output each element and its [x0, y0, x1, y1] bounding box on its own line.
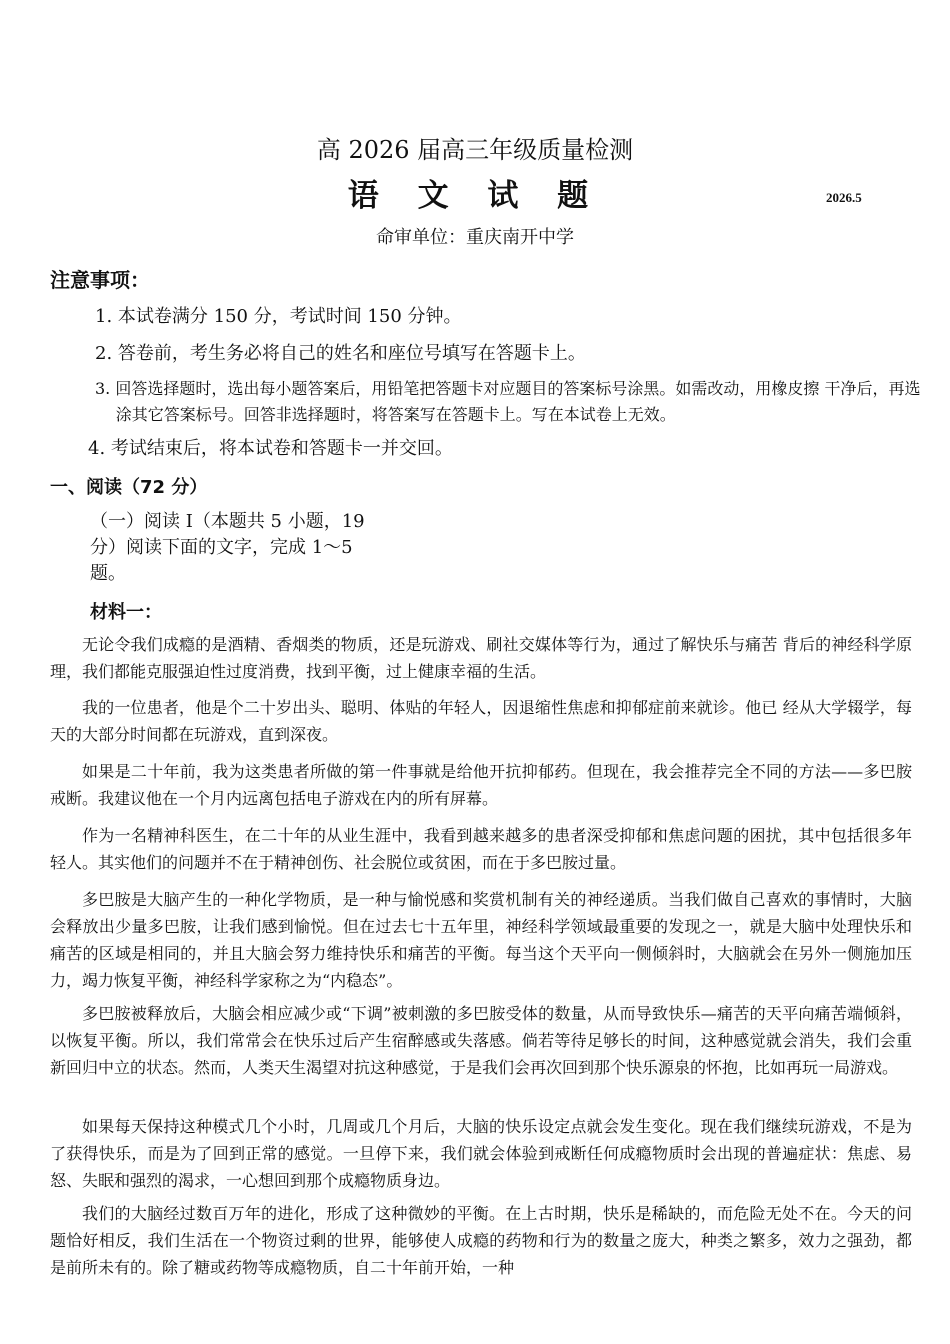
- exam-date: 2026.5: [826, 190, 862, 205]
- notice-item-2: 2. 答卷前，考生务必将自己的姓名和座位号填写在答题卡上。: [95, 343, 586, 364]
- exam-title: 高 2026 届高三年级质量检测: [316, 136, 634, 164]
- notice-heading: 注意事项：: [50, 268, 150, 292]
- notice-item-4: 4. 考试结束后，将本试卷和答题卡一并交回。: [88, 438, 453, 459]
- material-heading: 材料一：: [90, 602, 162, 623]
- setter-unit: 命审单位：重庆南开中学: [376, 227, 574, 248]
- paragraph-3: 如果是二十年前，我为这类患者所做的第一件事就是给他开抗抑郁药。但现在，我会推荐完全不同的方法——多巴胺戒断。我建议他在一个月内远离包括电子游戏在内的所有屏幕。: [50, 762, 912, 808]
- notice-item-1: 1. 本试卷满分 150 分，考试时间 150 分钟。: [95, 306, 462, 327]
- subsection-heading: （一）阅读 I（本题共 5 小题，19 分）阅读下面的文字，完成 1～5 题。: [90, 511, 365, 584]
- paragraph-6: 多巴胺被释放后，大脑会相应减少或“下调”被刺激的多巴胺受体的数量，从而导致快乐—痛苦的天平向痛苦端倾斜，以恢复平衡。所以，我们常常会在快乐过后产生宿醉感或失落感。倘若等待足够长的时间，这种感觉就会消失，我们会重新回归中立的状态。然而，人类天生渴望对抗这种感觉，于是我们会再次回到那个快乐源泉的怀抱，比如再玩一局游戏。: [50, 1004, 912, 1077]
- paragraph-5: 多巴胺是大脑产生的一种化学物质，是一种与愉悦感和奖赏机制有关的神经递质。当我们做自己喜欢的事情时，大脑会释放出少量多巴胺，让我们感到愉悦。但在过去七十五年里，神经科学领域最重要的发现之一，就是大脑中处理快乐和痛苦的区域是相同的，并且大脑会努力维持快乐和痛苦的平衡。每当这个天平向一侧倾斜时，大脑就会在另外一侧施加压力，竭力恢复平衡，神经科学家称之为“内稳态”。: [50, 890, 912, 990]
- paragraph-2: 我的一位患者，他是个二十岁出头、聪明、体贴的年轻人，因退缩性焦虑和抑郁症前来就诊。他已 经从大学辍学，每天的大部分时间都在玩游戏，直到深夜。: [50, 698, 912, 744]
- section-heading: 一、阅读（72 分）: [50, 477, 208, 498]
- paragraph-7: 如果每天保持这种模式几个小时，几周或几个月后，大脑的快乐设定点就会发生变化。现在我们继续玩游戏，不是为了获得快乐，而是为了回到正常的感觉。一旦停下来，我们就会体验到戒断任何成瘾物质时会出现的普遍症状：焦虑、易怒、失眠和强烈的渴求，一心想回到那个成瘾物质身边。: [50, 1117, 912, 1190]
- paragraph-1: 无论令我们成瘾的是酒精、香烟类的物质，还是玩游戏、刷社交媒体等行为，通过了解快乐与痛苦 背后的神经科学原理，我们都能克服强迫性过度消费，找到平衡，过上健康幸福的生活。: [50, 635, 912, 681]
- paragraph-4: 作为一名精神科医生，在二十年的从业生涯中，我看到越来越多的患者深受抑郁和焦虑问题的困扰，其中包括很多年轻人。其实他们的问题并不在于精神创伤、社会脱位或贫困，而在于多巴胺过量。: [50, 826, 912, 872]
- notice-item-3: 3. 回答选择题时，选出每小题答案后，用铅笔把答题卡对应题目的答案标号涂黑。如需改动，用橡皮擦 干净后，再选涂其它答案标号。回答非选择题时，将答案写在答题卡上。写在本试卷上无效。: [95, 379, 921, 424]
- subject-title: 语 文 试 题: [347, 178, 603, 214]
- paragraph-8: 我们的大脑经过数百万年的进化，形成了这种微妙的平衡。在上古时期，快乐是稀缺的，而危险无处不在。今天的问题恰好相反，我们生活在一个物资过剩的世界，能够使人成瘾的药物和行为的数量之庞大，种类之繁多，效力之强劲，都是前所未有的。除了糖或药物等成瘾物质，自二十年前开始，一种: [50, 1204, 912, 1277]
